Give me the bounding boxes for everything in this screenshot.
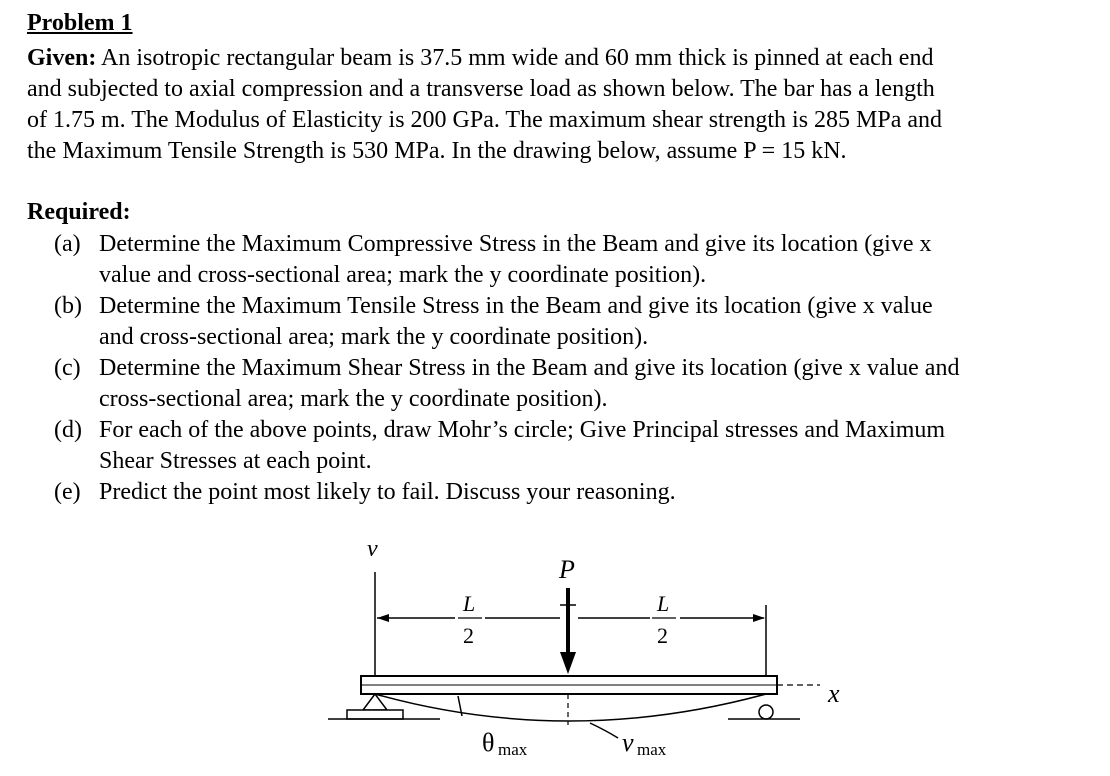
vmax-subscript: max	[637, 740, 667, 759]
v-axis-label: v	[367, 536, 378, 562]
deflection-curve	[375, 694, 766, 721]
item-label: (c)	[54, 355, 81, 381]
item-label: (b)	[54, 293, 82, 319]
two-label-right: 2	[657, 623, 668, 648]
item-text: Determine the Maximum Shear Stress in the Beam and give its location (give x value and	[99, 355, 960, 381]
problem-title: Problem 1	[27, 10, 133, 36]
given-text-1: An isotropic rectangular beam is 37.5 mm wide and 60 mm thick is pinned at each end	[96, 45, 934, 71]
given-line-4: the Maximum Tensile Strength is 530 MPa. In the drawing below, assume P = 15 kN.	[27, 138, 847, 164]
item-text: For each of the above points, draw Mohr’s circle; Give Principal stresses and Maximum	[99, 417, 946, 443]
given-label: Given:	[27, 45, 97, 71]
pin-support-base	[347, 710, 403, 719]
roller-support	[759, 705, 773, 719]
vmax-symbol: v	[622, 728, 634, 757]
theta-subscript: max	[498, 740, 528, 759]
item-text: Determine the Maximum Compressive Stress in the Beam and give its location (give x	[99, 231, 932, 257]
item-text: value and cross-sectional area; mark the y coordinate position).	[99, 262, 707, 288]
given-line-2: and subjected to axial compression and a transverse load as shown below. The bar has a length	[27, 76, 935, 102]
l-label-right: L	[657, 591, 670, 616]
vmax-pointer	[590, 723, 618, 738]
given-line-3: of 1.75 m. The Modulus of Elasticity is 200 GPa. The maximum shear strength is 285 MPa and	[27, 107, 943, 133]
item-text: Predict the point most likely to fail. Discuss your reasoning.	[99, 479, 676, 505]
load-label-p: P	[559, 555, 575, 584]
item-label: (e)	[54, 479, 81, 505]
item-label: (d)	[54, 417, 82, 443]
item-text: cross-sectional area; mark the y coordinate position).	[99, 386, 608, 412]
item-text: Shear Stresses at each point.	[99, 448, 372, 474]
item-text: and cross-sectional area; mark the y coordinate position).	[99, 324, 649, 350]
theta-symbol: θ	[482, 728, 495, 757]
required-heading: Required:	[27, 199, 131, 225]
load-arrowhead	[560, 652, 576, 674]
dimension-arrowhead-left	[377, 614, 389, 622]
item-text: Determine the Maximum Tensile Stress in the Beam and give its location (give x value	[99, 293, 933, 319]
item-label: (a)	[54, 231, 81, 257]
two-label-left: 2	[463, 623, 474, 648]
l-label-left: L	[463, 591, 476, 616]
x-axis-label: x	[828, 679, 840, 708]
